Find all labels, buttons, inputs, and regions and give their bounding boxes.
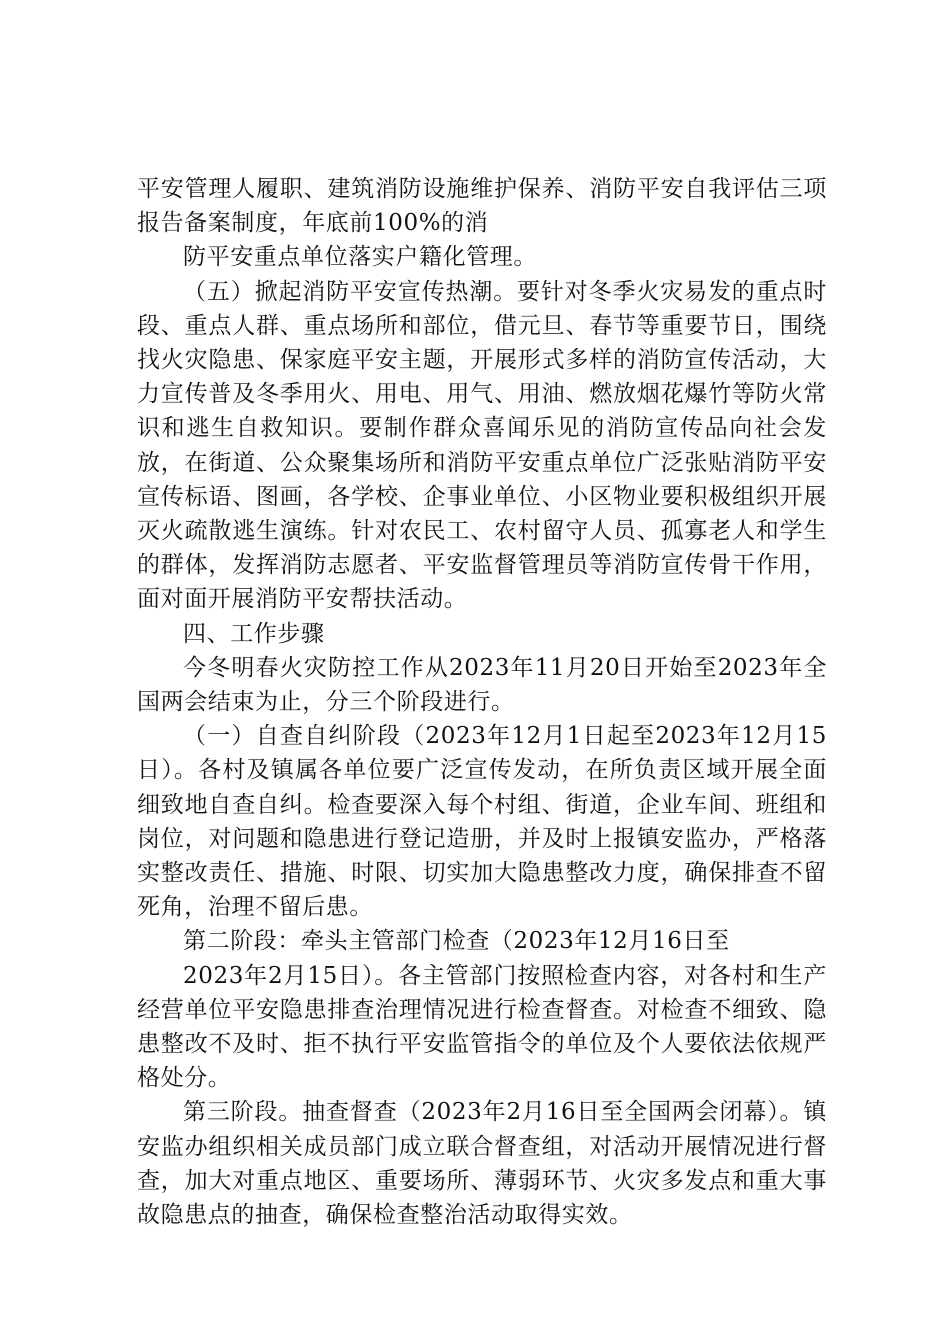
paragraph-9: 第三阶段。抽查督查（2023年2月16日至全国两会闭幕）。镇安监办组织相关成员部门成立联合督查组，对活动开展情况进行督查，加大对重点地区、重要场所、薄弱环节、火灾多发点和重大事故隐患点的抽查，确保检查整治活动取得实效。 (137, 1099, 827, 1229)
paragraph-6: （一）自查自纠阶段（2023年12月1日起至2023年12月15日）。各村及镇属各单位要广泛宣传发动，在所负责区域开展全面细致地自查自纠。检查要深入每个村组、街道，企业车间、班组和岗位，对问题和隐患进行登记造册，并及时上报镇安监办，严格落实整改责任、措施、时限、切实加大隐患整改力度，确保排查不留死角，治理不留后患。 (137, 723, 827, 921)
paragraph-3: （五）掀起消防平安宣传热潮。要针对冬季火灾易发的重点时段、重点人群、重点场所和部位，借元旦、春节等重要节日，围绕找火灾隐患、保家庭平安主题，开展形式多样的消防宣传活动，大力宣传普及冬季用火、用电、用气、用油、燃放烟花爆竹等防火常识和逃生自救知识。要制作群众喜闻乐见的消防宣传品向社会发放，在街道、公众聚集场所和消防平安重点单位广泛张贴消防平安宣传标语、图画，各学校、企事业单位、小区物业要积极组织开展灭火疏散逃生演练。针对农民工、农村留守人员、孤寡老人和学生的群体，发挥消防志愿者、平安监督管理员等消防宣传骨干作用，面对面开展消防平安帮扶活动。 (137, 278, 827, 613)
paragraph-7: 第二阶段：牵头主管部门检查（2023年12月16日至 (183, 928, 730, 955)
paragraph-1: 平安管理人履职、建筑消防设施维护保养、消防平安自我评估三项报告备案制度，年底前100%的消 (137, 176, 827, 237)
paragraph-2: 防平安重点单位落实户籍化管理。 (183, 244, 537, 271)
section-heading-work-steps: 四、工作步骤 (183, 620, 325, 647)
paragraph-8: 2023年2月15日）。各主管部门按照检查内容，对各村和生产经营单位平安隐患排查治理情况进行检查督查。对检查不细致、隐患整改不及时、拒不执行平安监管指令的单位及个人要依法依规严格处分。 (137, 962, 827, 1092)
document-page (137, 172, 827, 1232)
paragraph-5: 今冬明春火灾防控工作从2023年11月20日开始至2023年全国两会结束为止，分三个阶段进行。 (137, 654, 827, 716)
